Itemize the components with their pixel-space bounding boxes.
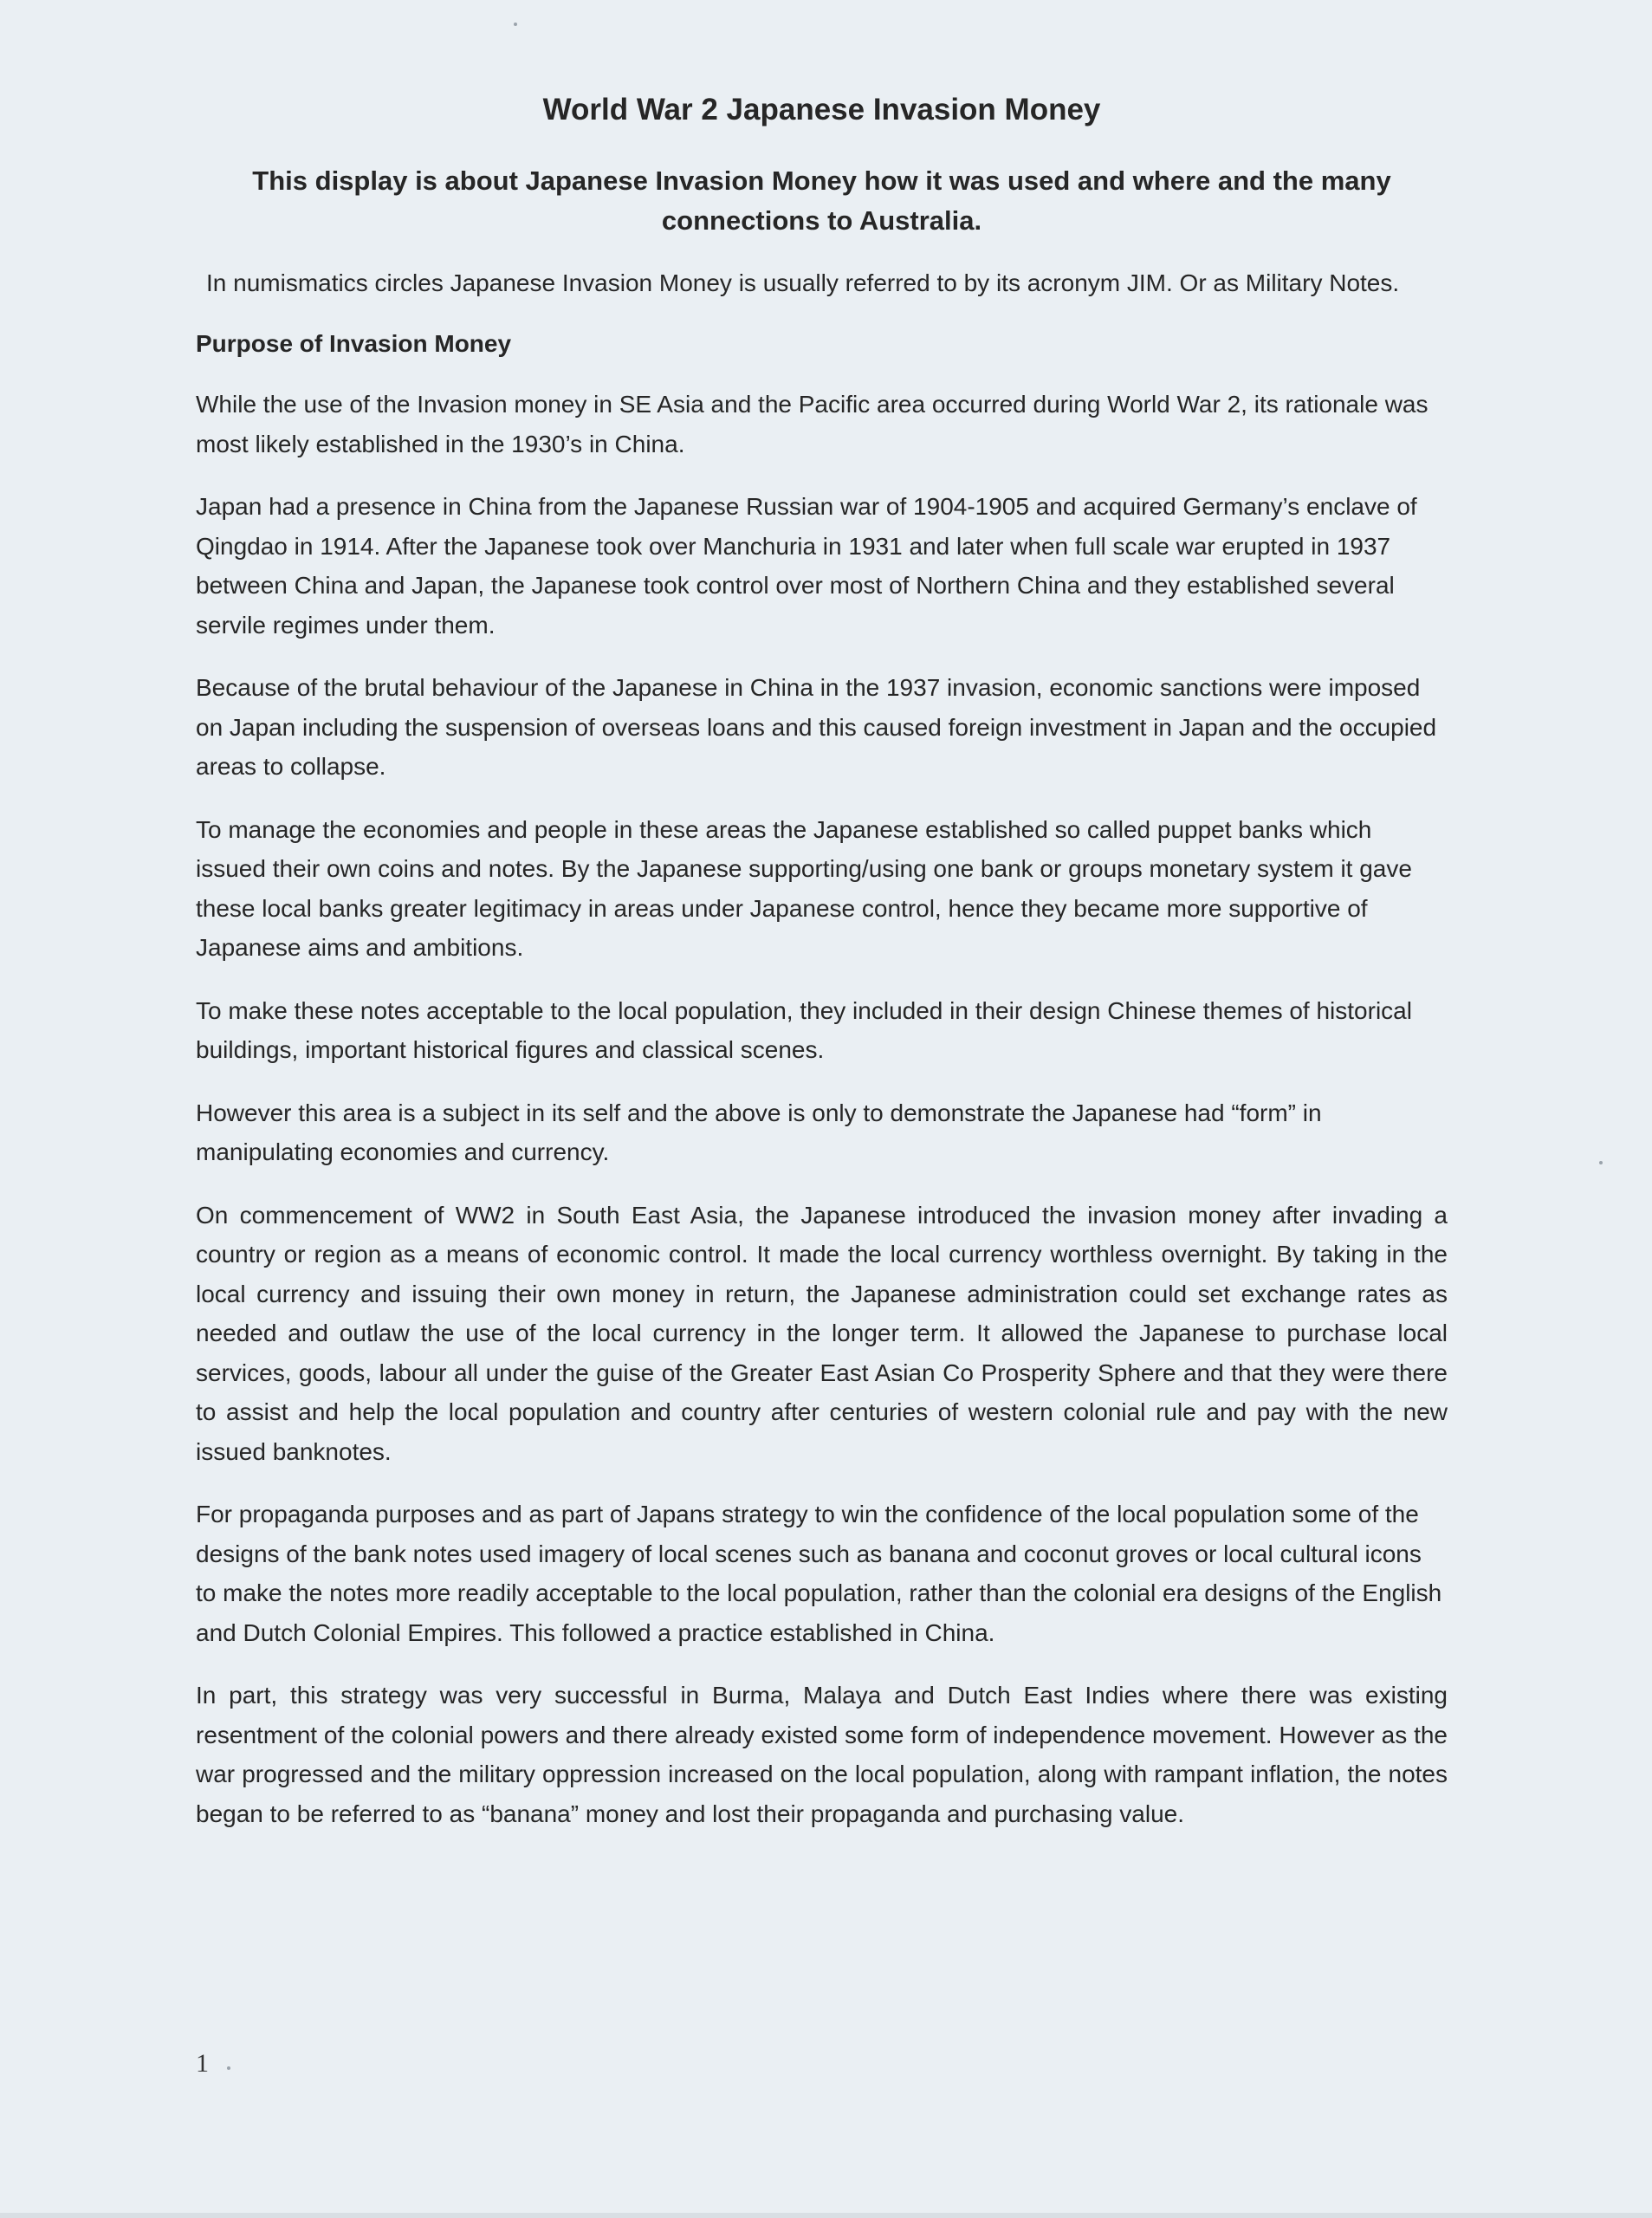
paragraph-ww2-commencement: On commencement of WW2 in South East Asia, the Japanese introduced the invasion money after invading a country or region as a means of economic control. It made the local currency worthless overnight. By taking in the local currency and issuing their own money in return, the Japanese administration could set exchange rates as needed and outlaw the use of the local currency in the longer term. It allowed the Japanese to purchase local services, goods, labour all under the guise of the Greater East Asian Co Prosperity Sphere and that they were there to assist and help the local population and country after centuries of western colonial rule and pay with the new issued banknotes.: [196, 1201, 1448, 1465]
scan-bottom-edge: [0, 2213, 1652, 2218]
scan-speck: [514, 23, 517, 26]
paragraph-form: However this area is a subject in its self and the above is only to demonstrate the Japanese had “form” in manipulating economies and currency.: [196, 1099, 1322, 1165]
paragraph-propaganda: For propaganda purposes and as part of Japans strategy to win the confidence of the local population some of the designs of the bank notes used imagery of local scenes such as banana and coconut groves or local cultural icons to make the notes more readily acceptable to the local population, rather than the colonial era designs of the English and Dutch Colonial Empires. This followed a practice established in China.: [196, 1501, 1442, 1646]
paragraph-sanctions: Because of the brutal behaviour of the Japanese in China in the 1937 invasion, economic sanctions were imposed on Japan including the suspension of overseas loans and this caused foreign investment in Japan and the occupied areas to collapse.: [196, 674, 1437, 780]
document-title: World War 2 Japanese Invasion Money: [542, 93, 1101, 126]
paragraph-puppet-banks: To manage the economies and people in these areas the Japanese established so called puppet banks which issued their own coins and notes. By the Japanese supporting/using one bank or groups monetary system it gave these local banks greater legitimacy in areas under Japanese control, hence they became more supportive of Japanese aims and ambitions.: [196, 815, 1412, 961]
section-heading: Purpose of Invasion Money: [196, 330, 512, 357]
paragraph-note-design: To make these notes acceptable to the local population, they included in their design Chinese themes of historical buildings, important historical figures and classical scenes.: [196, 996, 1412, 1063]
paragraph-rationale: While the use of the Invasion money in SE Asia and the Pacific area occurred during World War 2, its rationale was most likely established in the 1930’s in China.: [196, 391, 1428, 457]
document-subtitle: This display is about Japanese Invasion Money how it was used and where and the many connections to Australia.: [252, 165, 1391, 236]
paragraph-japan-presence: Japan had a presence in China from the Japanese Russian war of 1904-1905 and acquired Germany’s enclave of Qingdao in 1914. After the Japanese took over Manchuria in 1931 and later when full scale war erupted in 1937 between China and Japan, the Japanese took control over most of Northern China and they established several servile regimes under them.: [196, 493, 1417, 639]
scan-speck: [1599, 1161, 1603, 1164]
page-number: 1: [196, 2049, 209, 2078]
scan-speck: [227, 2066, 230, 2070]
intro-paragraph: In numismatics circles Japanese Invasion Money is usually referred to by its acronym JIM. Or as Military Notes.: [206, 269, 1400, 296]
document-body: [196, 85, 1448, 1857]
paragraph-banana-money: In part, this strategy was very successful in Burma, Malaya and Dutch East Indies where there was existing resentment of the colonial powers and there already existed some form of independence movement. However as the war progressed and the military oppression increased on the local population, along with rampant inflation, the notes began to be referred to as “banana” money and lost their propaganda and purchasing value.: [196, 1682, 1448, 1827]
